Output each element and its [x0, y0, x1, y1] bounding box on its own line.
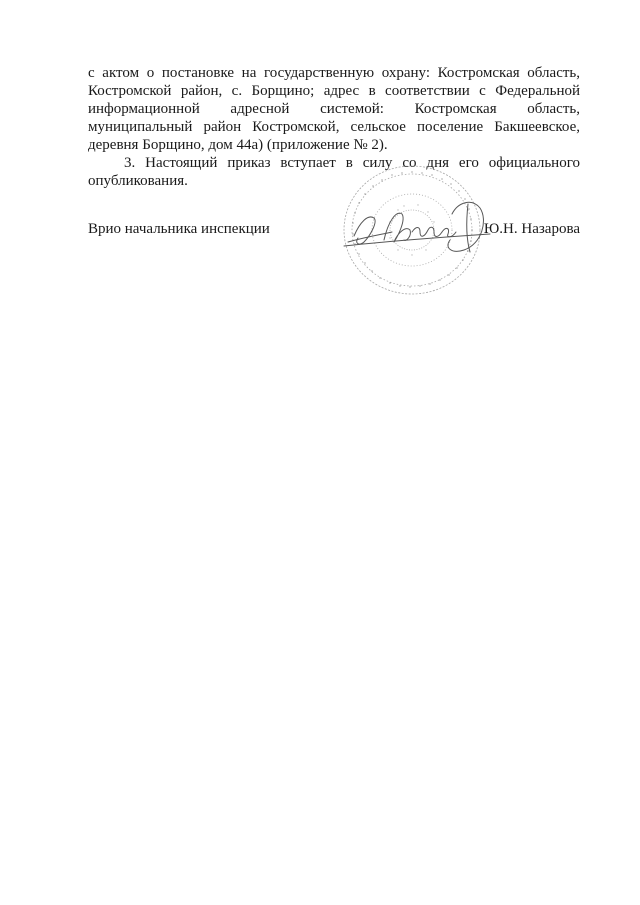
signer-position: Врио начальника инспекции: [88, 221, 270, 237]
document-body: [88, 64, 580, 190]
signer-name: Ю.Н. Назарова: [483, 221, 580, 237]
signature-block: [88, 220, 580, 242]
paragraph-effective-date: 3. Настоящий приказ вступает в силу со дня его официального опубликования.: [88, 155, 580, 189]
paragraph-address: с актом о постановке на государственную охрану: Костромская область, Костромской район, с. Борщино; адрес в соответствии с Федеральной информационной адресной системой: Костромская область, муниципальный район Костромской, сельское поселение Бакшеевское, деревня Борщино, дом 44а) (приложение № 2).: [88, 65, 580, 153]
